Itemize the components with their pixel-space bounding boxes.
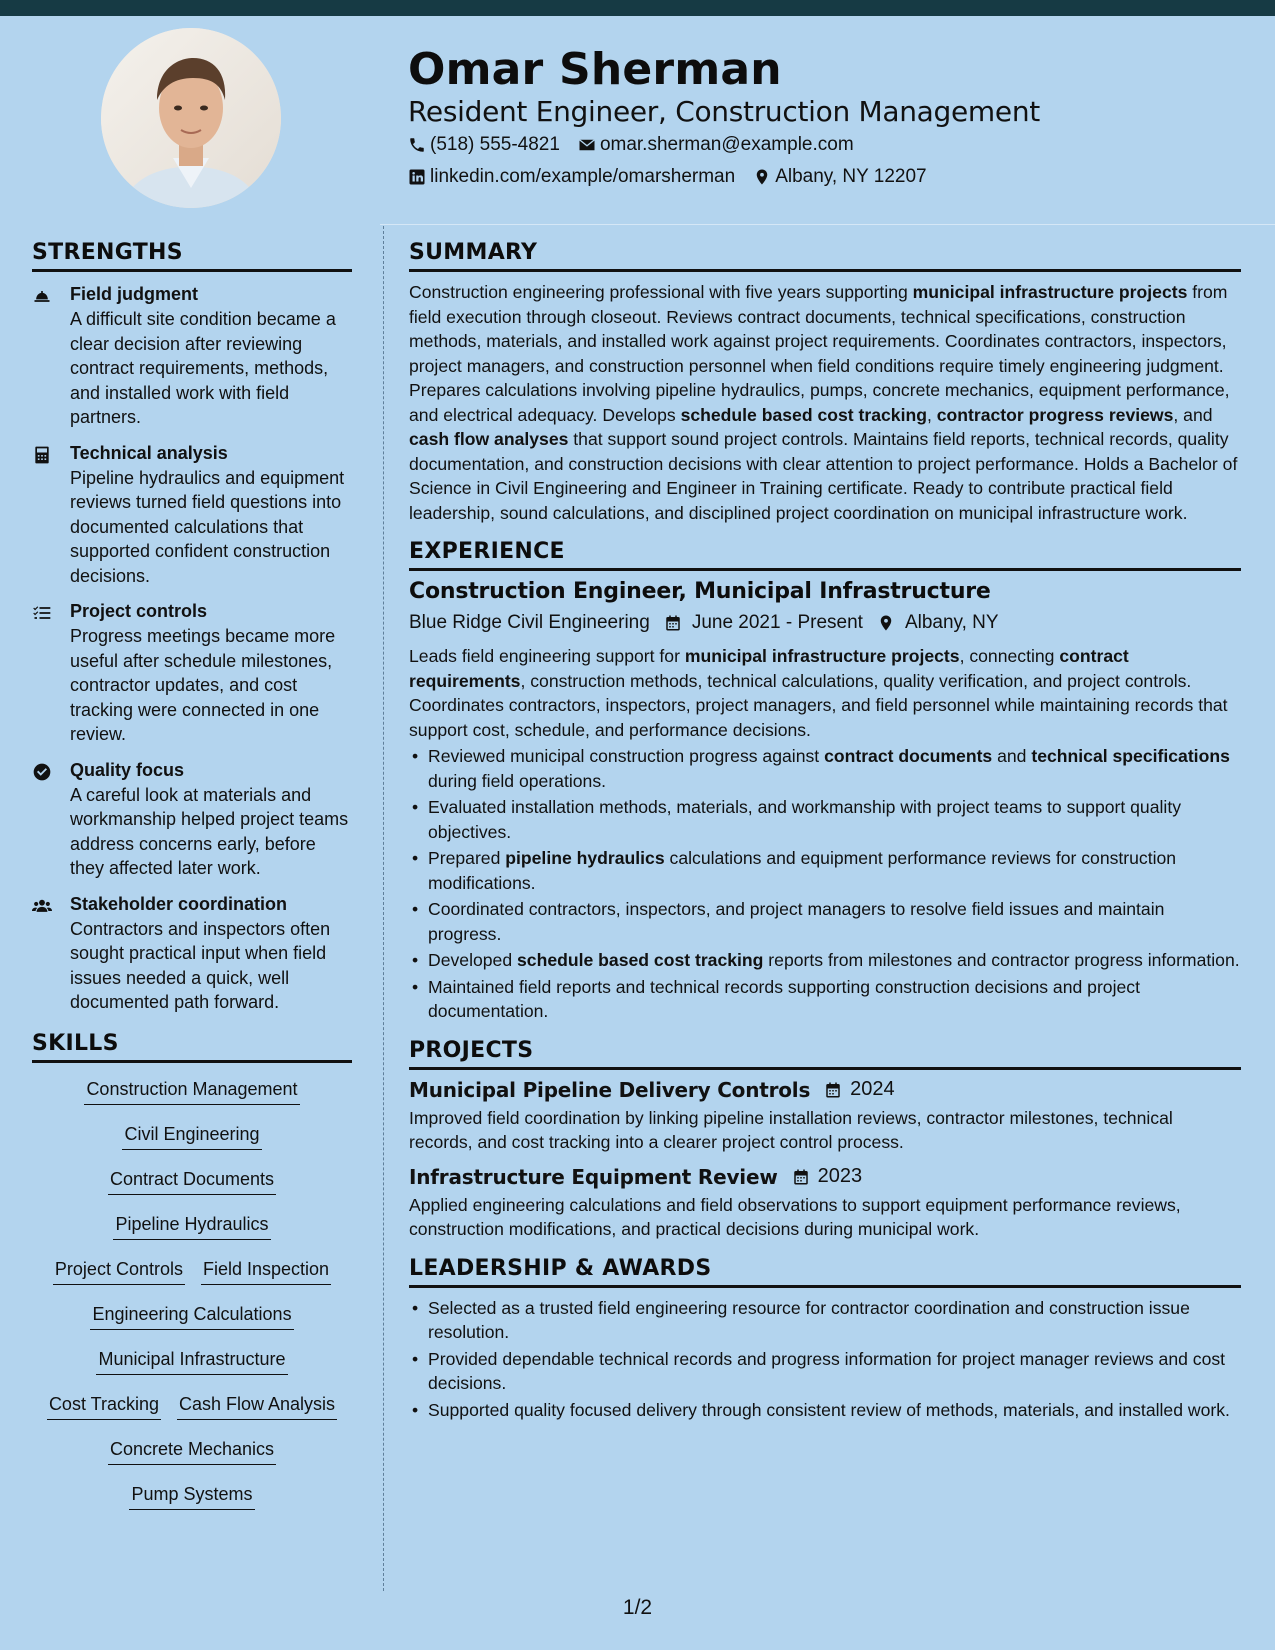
job-title: Resident Engineer, Construction Management <box>408 95 1040 128</box>
column-divider <box>383 226 384 1591</box>
project-header <box>409 1078 1241 1102</box>
email-link[interactable]: omar.sherman@example.com <box>599 134 854 155</box>
experience-dates: June 2021 - Present <box>691 612 863 633</box>
skill-tag: Pipeline Hydraulics <box>113 1214 270 1240</box>
right-column <box>409 240 1241 1424</box>
skill-row <box>32 1484 352 1529</box>
summary-heading: SUMMARY <box>409 240 1241 272</box>
strengths-heading: STRENGTHS <box>32 240 352 272</box>
text-run: , connecting <box>959 646 1060 666</box>
text-run: that support sound project controls. Maintains field reports, technical records, quality documentation, and construction decisions with clear attention to project performance. Holds a Bachelor of Science in Civil Engineering and Engineer in Training certificate. Ready to contribute practical field leadership, sound calculations, and disciplined project coordination on municipal infrastructure work. <box>409 429 1238 523</box>
text-run: Developed <box>428 950 518 970</box>
skill-tag: Concrete Mechanics <box>108 1439 276 1465</box>
skill-row <box>32 1259 352 1304</box>
experience-role: Construction Engineer, Municipal Infrastructure <box>409 579 991 604</box>
envelope-icon <box>578 136 596 154</box>
project-year: 2024 <box>850 1078 895 1100</box>
calendar-icon <box>792 1168 810 1186</box>
text-run: Prepared <box>428 848 506 868</box>
top-bar <box>0 0 1275 16</box>
bold-phrase: contract documents <box>824 746 993 766</box>
experience-bullet <box>409 795 1241 844</box>
skill-tag: Field Inspection <box>201 1259 331 1285</box>
leadership-bullet: • Selected as a trusted field engineering resource for contractor coordination and construction issue resolution. <box>409 1296 1241 1345</box>
strength-item <box>32 443 352 589</box>
bold-phrase: schedule based cost tracking <box>517 950 764 970</box>
map-pin-icon <box>877 614 895 632</box>
experience-bullet <box>409 846 1241 895</box>
left-column <box>32 240 352 1529</box>
summary-text <box>409 280 1241 525</box>
skill-row <box>32 1304 352 1349</box>
calculator-icon <box>32 445 52 465</box>
linkedin-link[interactable]: linkedin.com/example/omarsherman <box>430 166 736 187</box>
experience-dates-item <box>664 612 863 634</box>
bold-phrase: pipeline hydraulics <box>505 848 665 868</box>
hard-hat-icon <box>32 286 52 306</box>
users-icon <box>32 896 52 916</box>
text-run: calculations and equipment performance reviews for construction modifications. <box>428 848 1177 893</box>
skill-row <box>32 1394 352 1439</box>
strength-item <box>32 760 352 881</box>
experience-bullet <box>409 897 1241 946</box>
strength-desc: A difficult site condition became a clear decision after reviewing contract requirements, methods, and installed work with field partners. <box>70 309 336 427</box>
experience-location-item <box>877 612 999 634</box>
text-run: , <box>926 404 937 425</box>
strength-desc: Contractors and inspectors often sought practical input when field issues needed a quick, well documented path forward. <box>70 918 331 1012</box>
experience-location: Albany, NY <box>904 612 999 633</box>
projects-list <box>409 1078 1241 1242</box>
strength-title: Field judgment <box>70 284 198 304</box>
checklist-icon <box>32 603 52 623</box>
text-run: during field operations. <box>428 770 607 791</box>
bold-phrase: cash flow analyses <box>409 429 569 449</box>
strengths-list <box>32 284 352 1015</box>
text-run: Evaluated installation methods, materials, and workmanship with project teams to support quality objectives. <box>428 797 1182 842</box>
experience-heading: EXPERIENCE <box>409 539 1241 571</box>
strength-desc: Progress meetings became more useful after schedule milestones, contractor updates, and cost tracking were connected in one review. <box>70 626 336 744</box>
strength-desc: A careful look at materials and workmanship helped project teams address concerns early, before they affected later work. <box>70 784 349 878</box>
skills-list <box>32 1077 352 1529</box>
skill-tag: Civil Engineering <box>122 1124 261 1150</box>
skill-tag: Cash Flow Analysis <box>177 1394 337 1420</box>
map-pin-icon <box>753 168 771 186</box>
text-run: Maintained field reports and technical records supporting construction decisions and project documentation. <box>428 976 1140 1021</box>
bold-phrase: technical specifications <box>1031 746 1230 766</box>
phone-icon <box>408 136 426 154</box>
header-divider <box>380 224 1275 225</box>
experience-bullets <box>409 744 1241 1024</box>
leadership-bullet: • Provided dependable technical records and progress information for project manager reviews and cost decisions. <box>409 1347 1241 1396</box>
location-item <box>753 166 926 188</box>
text-run: Construction engineering professional with five years supporting <box>409 282 913 302</box>
skills-heading: SKILLS <box>32 1031 352 1063</box>
project-name: Infrastructure Equipment Review <box>409 1164 778 1189</box>
calendar-icon <box>824 1081 842 1099</box>
project-header <box>409 1165 1241 1189</box>
profile-photo <box>101 28 281 208</box>
email-item <box>578 134 854 156</box>
project-date <box>824 1078 895 1101</box>
check-circle-icon <box>32 762 52 782</box>
project-date <box>792 1165 863 1188</box>
skill-row <box>32 1439 352 1484</box>
skill-tag: Pump Systems <box>129 1484 254 1510</box>
projects-heading: PROJECTS <box>409 1038 1241 1070</box>
skill-tag: Cost Tracking <box>47 1394 161 1420</box>
text-run: Reviewed municipal construction progress against <box>428 746 825 766</box>
person-name: Omar Sherman <box>408 44 782 95</box>
text-run: reports from milestones and contractor progress information. <box>763 950 1240 970</box>
strength-desc: Pipeline hydraulics and equipment reviews turned field questions into documented calculations that supported confident construction decisions. <box>70 467 345 586</box>
bold-phrase: municipal infrastructure projects <box>912 282 1188 302</box>
skill-tag: Municipal Infrastructure <box>96 1349 287 1375</box>
text-run: and <box>992 746 1032 766</box>
linkedin-icon <box>408 168 426 186</box>
text-run: Coordinated contractors, inspectors, and project managers to resolve field issues and maintain progress. <box>428 899 1165 944</box>
project-year: 2023 <box>817 1165 863 1187</box>
text-run: from field execution through closeout. Reviews contract documents, technical specifications, construction methods, materials, and installed work against project requirements. Coordinates contractors, inspectors, project managers, and construction personnel when field conditions require timely engineering judgment. Prepares calculations involving pipeline hydraulics, pumps, concrete mechanics, equipment performance, and electrical adequacy. Develops <box>409 282 1230 425</box>
skill-tag: Project Controls <box>53 1259 185 1285</box>
skill-tag: Contract Documents <box>108 1169 276 1195</box>
project-name: Municipal Pipeline Delivery Controls <box>409 1077 811 1102</box>
page-number: 1/2 <box>622 1596 653 1619</box>
text-run: Leads field engineering support for <box>409 646 685 666</box>
strength-item <box>32 894 352 1015</box>
contact-row-1 <box>408 134 872 156</box>
bold-phrase: contractor progress reviews <box>936 404 1174 425</box>
contact-row-2 <box>408 166 945 188</box>
bold-phrase: municipal infrastructure projects <box>684 646 960 666</box>
experience-bullet <box>409 948 1241 973</box>
bold-phrase: contract requirements <box>409 646 1129 691</box>
skill-tag: Construction Management <box>84 1079 299 1105</box>
location-text: Albany, NY 12207 <box>775 166 927 187</box>
phone-item <box>408 134 560 156</box>
leadership-list <box>409 1296 1241 1423</box>
project-item <box>409 1165 1241 1242</box>
skill-row <box>32 1079 352 1124</box>
project-desc: Applied engineering calculations and field observations to support equipment performance reviews, construction modifications, and practical decisions during municipal work. <box>409 1194 1181 1239</box>
experience-bullet <box>409 975 1241 1024</box>
skill-row <box>32 1349 352 1394</box>
text-run: , construction methods, technical calculations, quality verification, and project controls. Coordinates contractors, inspectors, project managers, and field personnel while maintaining records that support cost, schedule, and performance decisions. <box>409 670 1228 740</box>
leadership-heading: LEADERSHIP & AWARDS <box>409 1256 1241 1288</box>
experience-intro <box>409 644 1241 742</box>
project-item <box>409 1078 1241 1155</box>
strength-item <box>32 284 352 430</box>
linkedin-item <box>408 166 735 188</box>
leadership-bullet: • Supported quality focused delivery through consistent review of methods, materials, and installed work. <box>409 1398 1241 1423</box>
skill-row <box>32 1169 352 1214</box>
strength-title: Quality focus <box>70 759 185 780</box>
strength-title: Stakeholder coordination <box>70 893 288 914</box>
bold-phrase: schedule based cost tracking <box>680 404 927 425</box>
skill-row <box>32 1124 352 1169</box>
experience-meta <box>409 612 1241 634</box>
experience-company: Blue Ridge Civil Engineering <box>409 612 650 633</box>
experience-bullet <box>409 744 1241 793</box>
strength-title: Technical analysis <box>70 442 228 463</box>
project-desc: Improved field coordination by linking pipeline installation reviews, contractor milestones, technical records, and cost tracking into a clearer project control process. <box>409 1107 1173 1152</box>
strength-item <box>32 601 352 747</box>
calendar-icon <box>664 614 682 632</box>
text-run: , and <box>1173 404 1213 425</box>
skill-row <box>32 1214 352 1259</box>
strength-title: Project controls <box>70 601 208 621</box>
skill-tag: Engineering Calculations <box>90 1304 293 1330</box>
phone-text[interactable]: (518) 555-4821 <box>430 134 560 155</box>
